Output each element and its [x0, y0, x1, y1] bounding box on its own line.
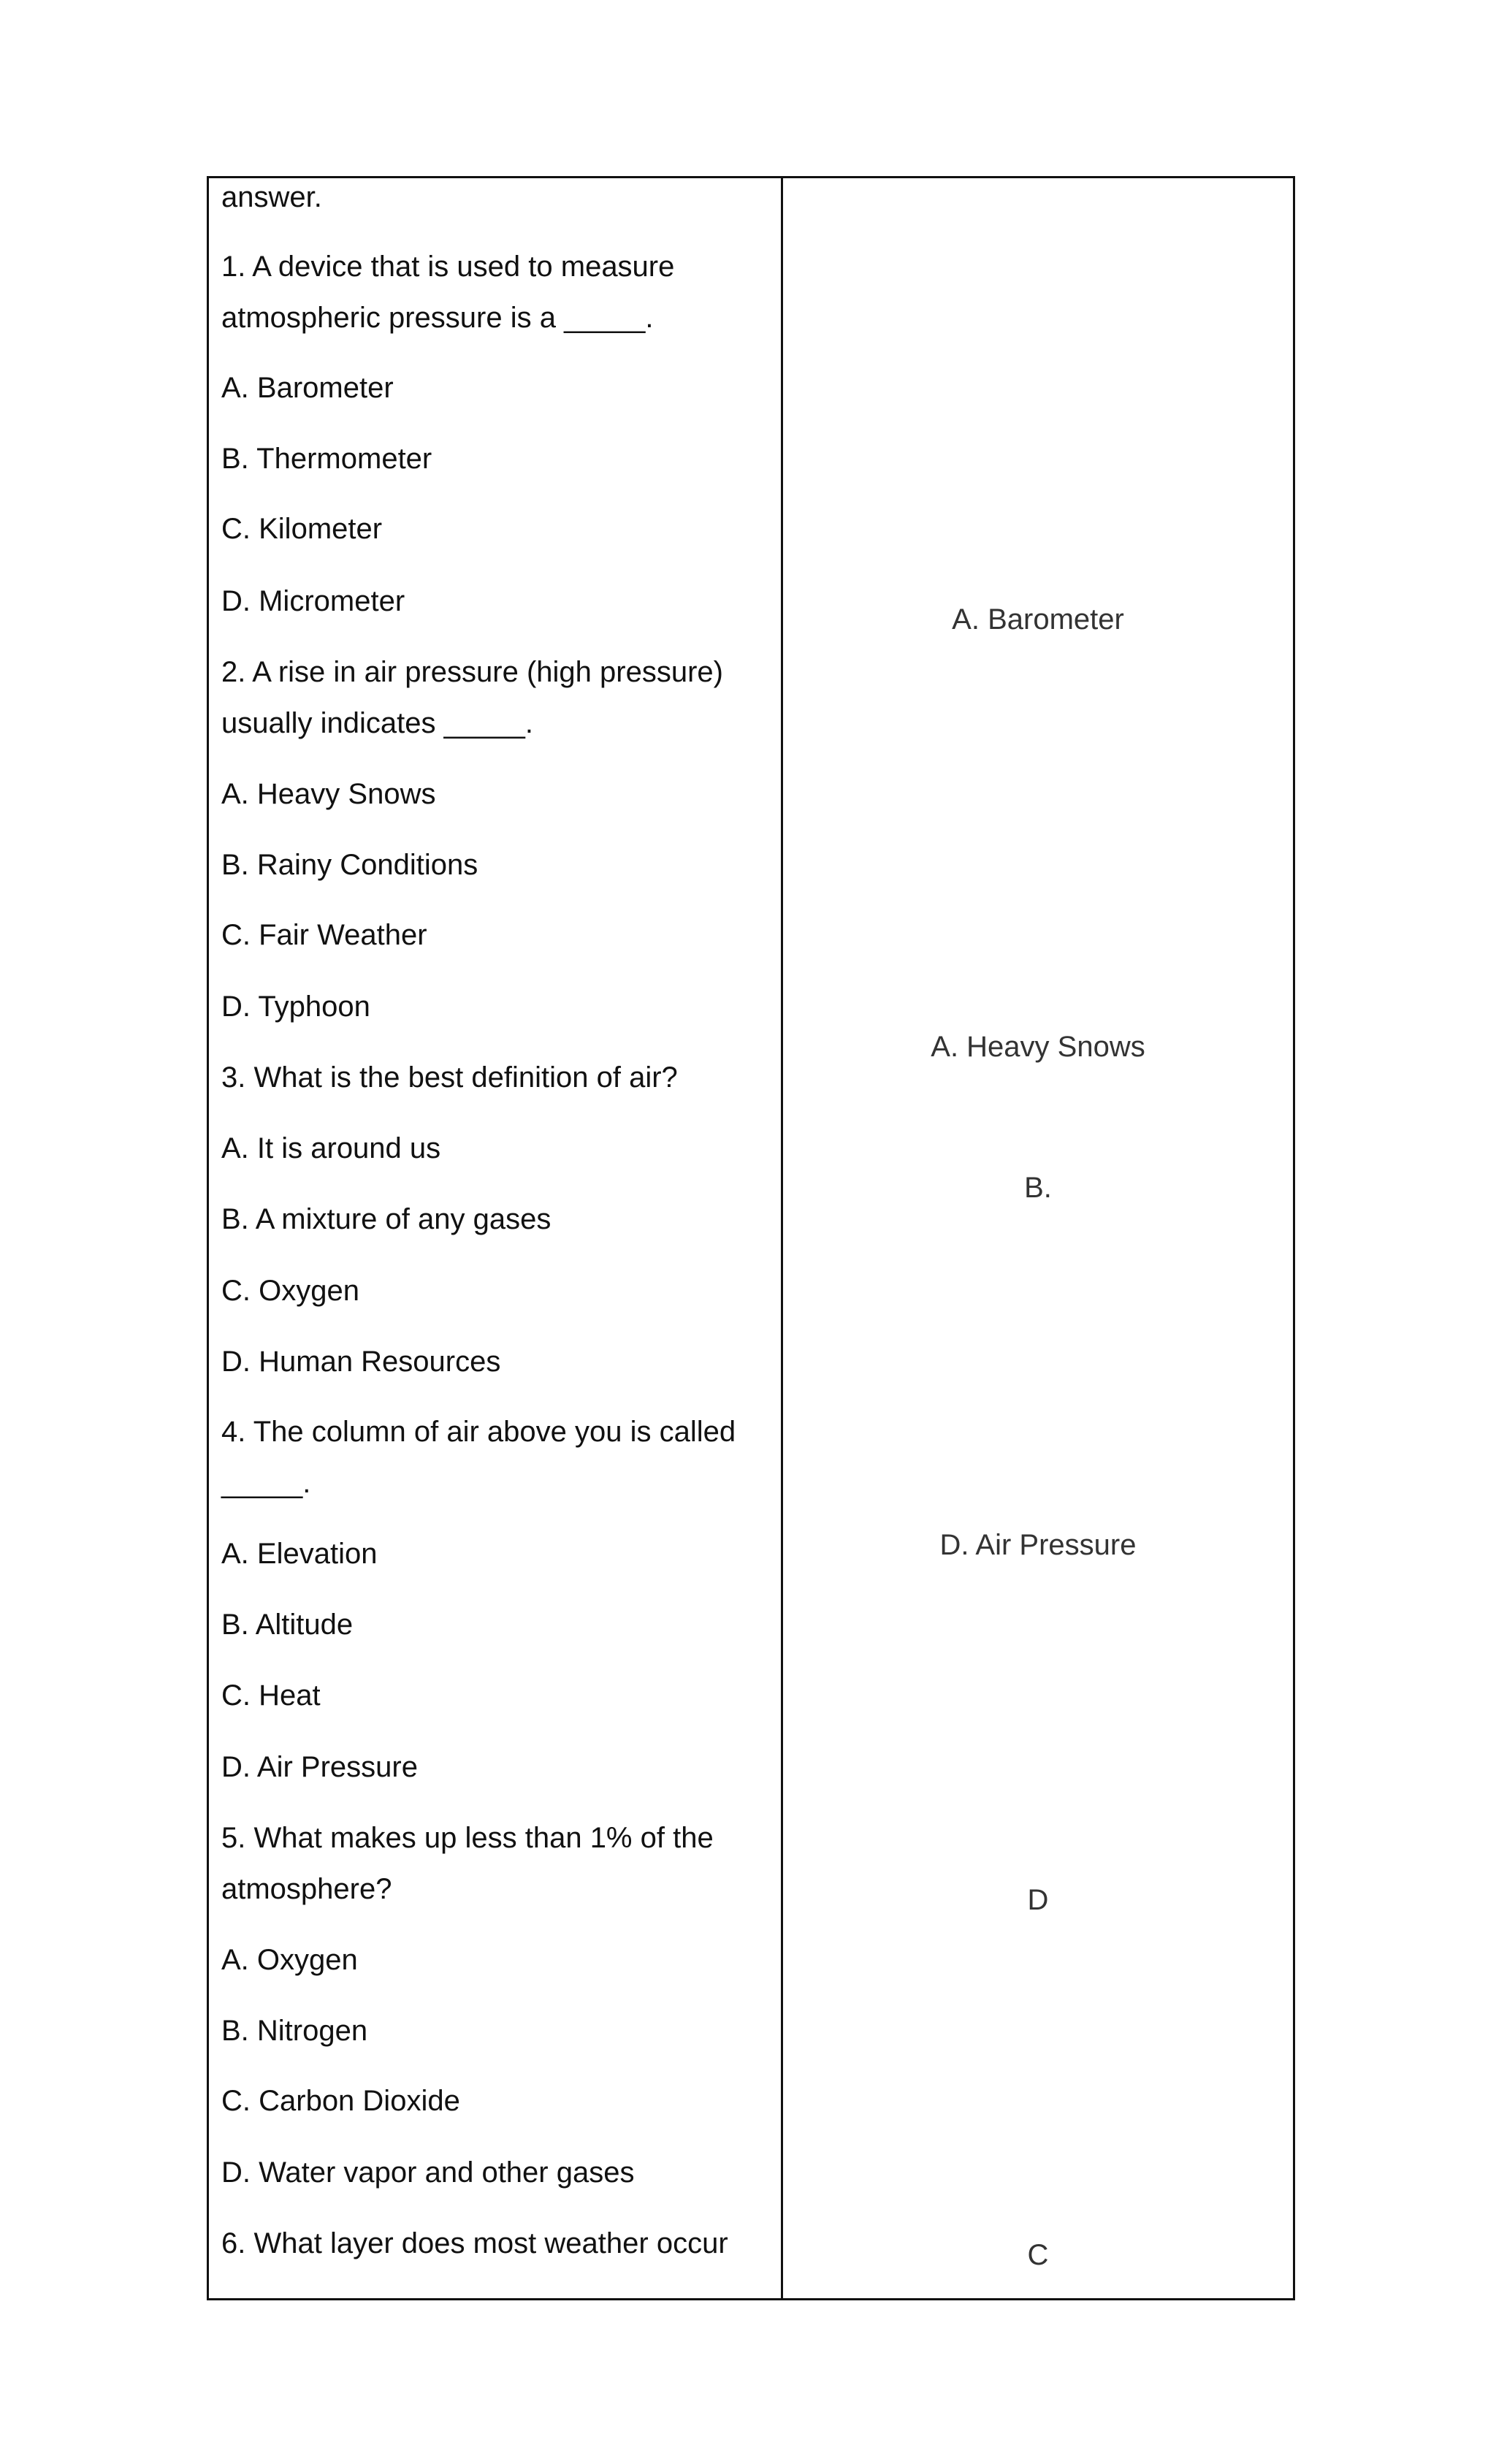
- option-line: A. Elevation: [221, 1538, 378, 1570]
- option-line: B. A mixture of any gases: [221, 1203, 552, 1235]
- answer-5: D: [1027, 1884, 1049, 1916]
- question-line: atmospheric pressure is a _____.: [221, 302, 654, 334]
- answer-3: B.: [1024, 1172, 1052, 1204]
- option-line: B. Thermometer: [221, 443, 432, 475]
- quiz-table: [207, 176, 1295, 2300]
- question-line: usually indicates _____.: [221, 707, 533, 739]
- question-line: 6. What layer does most weather occur: [221, 2227, 728, 2259]
- option-line: C. Fair Weather: [221, 919, 427, 951]
- option-line: D. Water vapor and other gases: [221, 2156, 635, 2189]
- option-line: D. Micrometer: [221, 585, 405, 617]
- option-line: B. Rainy Conditions: [221, 849, 478, 881]
- answer-2: A. Heavy Snows: [931, 1031, 1145, 1063]
- option-line: A. Oxygen: [221, 1944, 358, 1976]
- question-line: _____.: [221, 1467, 311, 1499]
- answer-4: D. Air Pressure: [939, 1529, 1137, 1561]
- option-line: A. Heavy Snows: [221, 778, 436, 810]
- option-line: D. Human Resources: [221, 1346, 501, 1378]
- answer-1: A. Barometer: [952, 603, 1124, 636]
- option-line: D. Air Pressure: [221, 1751, 418, 1783]
- question-line: atmosphere?: [221, 1873, 392, 1905]
- option-line: C. Carbon Dioxide: [221, 2085, 460, 2117]
- option-line: D. Typhoon: [221, 991, 370, 1023]
- question-line: 2. A rise in air pressure (high pressure): [221, 656, 723, 688]
- option-line: A. Barometer: [221, 372, 394, 404]
- option-line: C. Oxygen: [221, 1275, 359, 1307]
- question-line: 5. What makes up less than 1% of the: [221, 1822, 714, 1854]
- question-line: 1. A device that is used to measure: [221, 251, 675, 283]
- option-line: A. It is around us: [221, 1132, 441, 1164]
- option-line: C. Kilometer: [221, 513, 383, 545]
- question-line: 3. What is the best definition of air?: [221, 1061, 678, 1094]
- option-line: B. Nitrogen: [221, 2015, 368, 2047]
- option-line: C. Heat: [221, 1679, 321, 1712]
- column-divider: [781, 176, 783, 2300]
- option-line: B. Altitude: [221, 1609, 354, 1641]
- question-line: answer.: [221, 181, 322, 213]
- answer-6: C: [1027, 2239, 1049, 2271]
- question-line: 4. The column of air above you is called: [221, 1416, 736, 1448]
